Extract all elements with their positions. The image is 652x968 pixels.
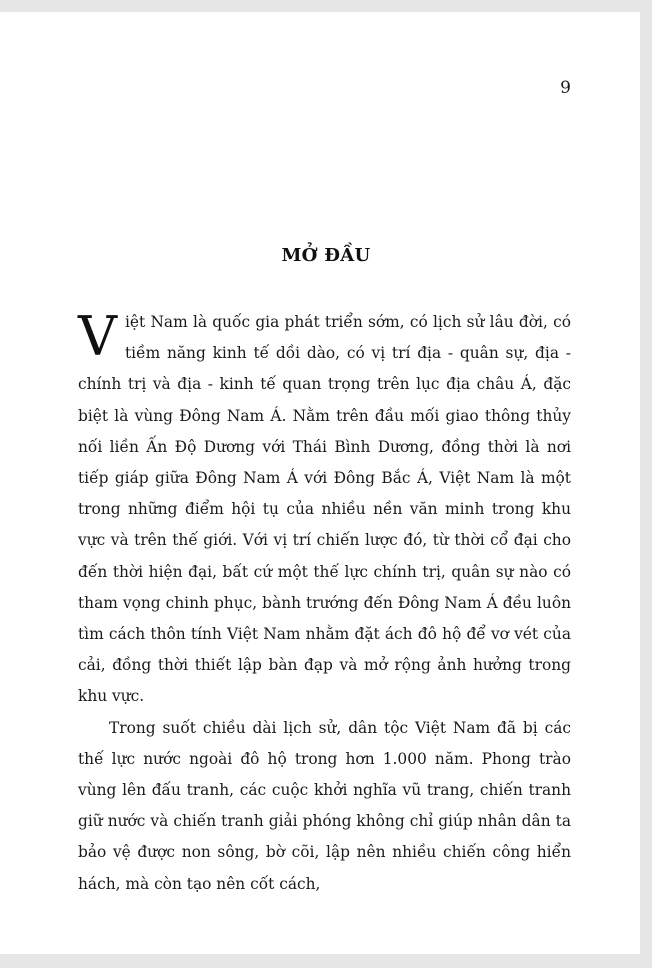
body-text: [78, 307, 571, 900]
paragraph: Việt Nam là quốc gia phát triển sớm, có lịch sử lâu đời, có tiềm năng kinh tế dồi dào, có vị trí địa - quân sự, địa - chính trị và địa - kinh tế quan trọng trên lục địa châu Á, đặc biệt là vùng Đông Nam Á. Nằm trên đầu mối giao thông thủy nối liền Ấn Độ Dương với Thái Bình Dương, đồng thời là nơi tiếp giáp giữa Đông Nam Á với Đông Bắc Á, Việt Nam là một trong những điểm hội tụ của nhiều nền văn minh trong khu vực và trên thế giới. Với vị trí chiến lược đó, từ thời cổ đại cho đến thời hiện đại, bất cứ một thế lực chính trị, quân sự nào có tham vọng chinh phục, bành trướng đến Đông Nam Á đều luôn tìm cách thôn tính Việt Nam nhằm đặt ách đô hộ để vơ vét của cải, đồng thời thiết lập bàn đạp và mở rộng ảnh hưởng trong khu vực.: [78, 305, 571, 706]
paragraph: Trong suốt chiều dài lịch sử, dân tộc Việt Nam đã bị các thế lực nước ngoài đô hộ trong hơn 1.000 năm. Phong trào vùng lên đấu tranh, các cuộc khởi nghĩa vũ trang, chiến tranh giữ nước và chiến tranh giải phóng không chỉ giúp nhân dân ta bảo vệ được non sông, bờ cõi, lập nên nhiều chiến công hiển hách, mà còn tạo nên cốt cách,: [78, 718, 571, 893]
page-number: 9: [560, 78, 571, 98]
chapter-title: MỞ ĐẦU: [281, 245, 371, 266]
